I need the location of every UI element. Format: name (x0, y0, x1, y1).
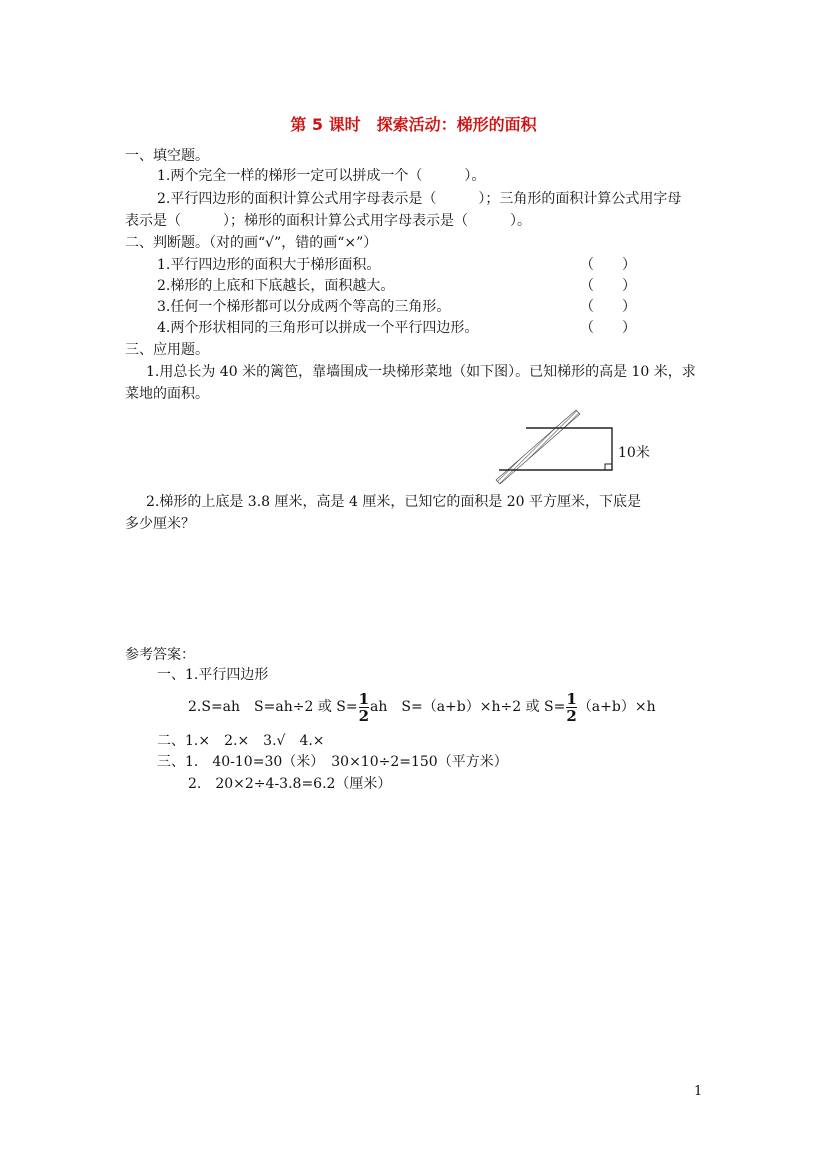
answer-3-2: 2. 20×2÷4-3.8=6.2（厘米） (188, 776, 392, 792)
judge-item-2: 2.梯形的上底和下底越长，面积越大。 (157, 278, 395, 294)
page-number: 1 (694, 1084, 703, 1099)
wall-hatch (496, 410, 580, 484)
answer-3-1: 三、1. 40-10=30（米） 30×10÷2=150（平方米） (157, 754, 508, 770)
question-1-1: 1.两个完全一样的梯形一定可以拼成一个（ ）。 (157, 168, 486, 184)
section-1-heading: 一、填空题。 (125, 148, 209, 164)
judge-paren-4: （ ） (580, 320, 636, 336)
fraction-denominator-2: 2 (566, 706, 577, 725)
judge-item-4: 4.两个形状相同的三角形可以拼成一个平行四边形。 (157, 320, 479, 336)
application-1-line2: 菜地的面积。 (125, 386, 209, 402)
judge-item-3: 3.任何一个梯形都可以分成两个等高的三角形。 (157, 299, 451, 315)
answer-1-2-part2: ah S=（a+b）×h÷2 或 S= (370, 699, 566, 715)
section-2-heading: 二、判断题。（对的画“√”，错的画“×”） (125, 235, 378, 251)
fraction-numerator-2: 1 (566, 689, 577, 708)
application-2-line1: 2.梯形的上底是 3.8 厘米，高是 4 厘米，已知它的面积是 20 平方厘米，下底是 (146, 494, 642, 510)
fraction-one-half-2 (566, 691, 576, 724)
page-title: 第 5 课时 探索活动：梯形的面积 (290, 115, 537, 134)
trapezoid-field-figure (492, 406, 662, 486)
question-1-2-line1: 2.平行四边形的面积计算公式用字母表示是（ ）；三角形的面积计算公式用字母 (157, 191, 682, 207)
right-angle-mark (605, 464, 612, 470)
answer-1-2-part1: 2.S=ah S=ah÷2 或 S= (188, 699, 358, 715)
application-1-line1: 1.用总长为 40 米的篱笆，靠墙围成一块梯形菜地（如下图）。已知梯形的高是 10 米，求 (146, 364, 696, 380)
answer-1-2-part3: （a+b）×h (577, 699, 656, 715)
application-2-line2: 多少厘米？ (125, 516, 195, 532)
judge-item-1: 1.平行四边形的面积大于梯形面积。 (157, 257, 381, 273)
fraction-one-half (359, 691, 369, 724)
judge-paren-1: （ ） (580, 257, 636, 273)
judge-paren-3: （ ） (580, 299, 636, 315)
answer-1-1: 一、1.平行四边形 (157, 667, 269, 683)
answers-heading: 参考答案： (125, 647, 195, 663)
question-1-2-line2: 表示是（ ）；梯形的面积计算公式用字母表示是（ ）。 (125, 213, 531, 229)
height-label: 10米 (618, 445, 650, 461)
fraction-denominator: 2 (358, 706, 370, 725)
fraction-numerator: 1 (358, 689, 370, 708)
judge-paren-2: （ ） (580, 278, 636, 294)
answer-1-2 (188, 690, 656, 724)
section-3-heading: 三、应用题。 (125, 342, 209, 358)
answer-2: 二、1.× 2.× 3.√ 4.× (157, 733, 325, 749)
